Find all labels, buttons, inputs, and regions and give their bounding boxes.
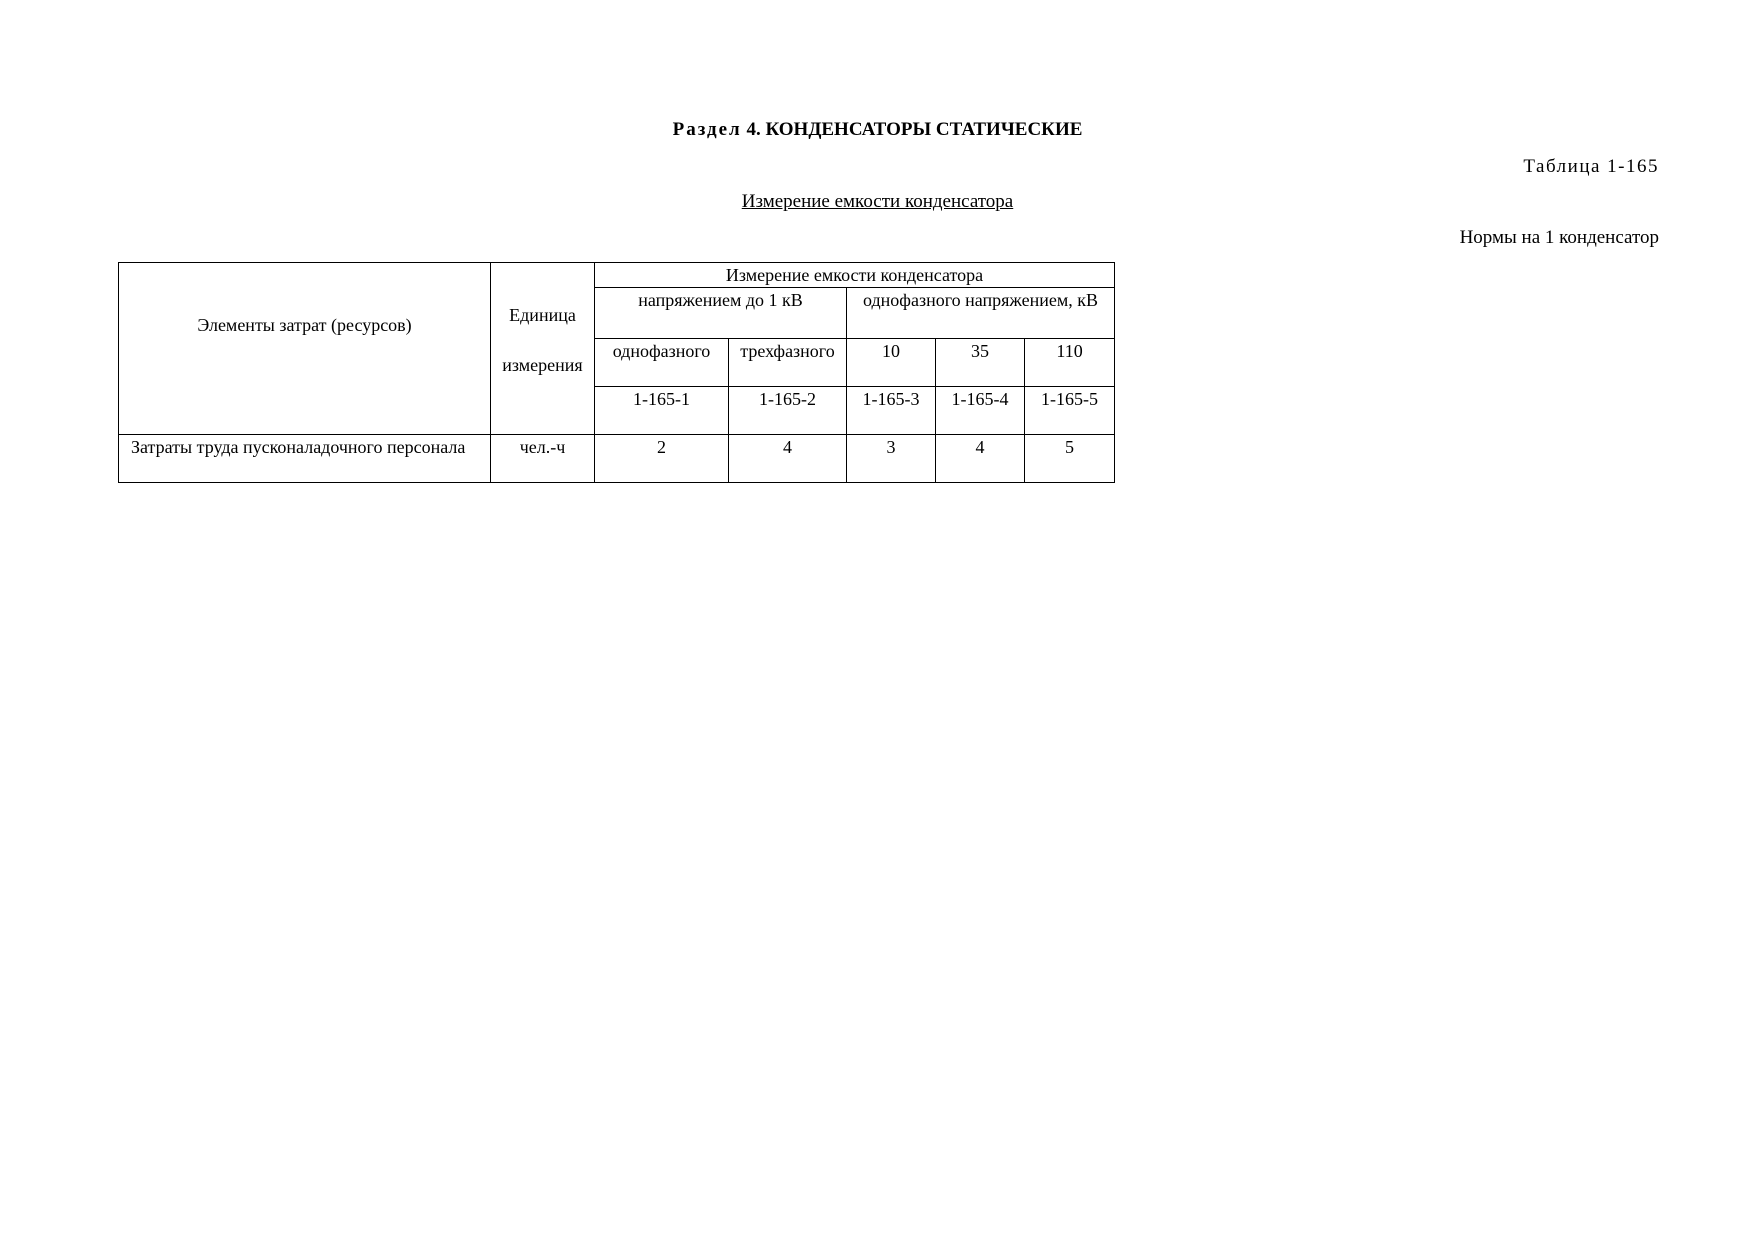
table-row (119, 435, 1115, 483)
row-value: 4 (729, 435, 847, 483)
code-cell: 1-165-1 (595, 387, 729, 435)
code-cell: 1-165-5 (1025, 387, 1115, 435)
table-number: Таблица 1-165 (1523, 156, 1659, 177)
header-group: Измерение емкости конденсатора (595, 263, 1115, 288)
row-value: 4 (936, 435, 1025, 483)
norms-table (118, 262, 1115, 483)
code-cell: 1-165-4 (936, 387, 1025, 435)
section-name: 4. КОНДЕНСАТОРЫ СТАТИЧЕСКИЕ (746, 119, 1083, 140)
row-unit: чел.-ч (491, 435, 595, 483)
norms-note: Нормы на 1 конденсатор (1459, 227, 1659, 248)
row-value: 5 (1025, 435, 1115, 483)
row-value: 2 (595, 435, 729, 483)
header-unit (491, 263, 595, 387)
header-col-10kv: 10 (847, 339, 936, 387)
code-cell: 1-165-2 (729, 387, 847, 435)
header-col-three-phase: трехфазного (729, 339, 847, 387)
row-resource-name: Затраты труда пусконаладочного персонала (119, 435, 491, 483)
header-elements: Элементы затрат (ресурсов) (119, 263, 491, 387)
header-unit-bottom: измерения (502, 354, 583, 375)
header-subgroup-single-phase: однофазного напряжением, кВ (847, 288, 1115, 339)
code-cell: 1-165-3 (847, 387, 936, 435)
header-elements-continued (119, 387, 491, 435)
row-value: 3 (847, 435, 936, 483)
header-subgroup-low-voltage: напряжением до 1 кВ (595, 288, 847, 339)
section-title (0, 118, 1755, 142)
header-unit-top: Единица (509, 304, 576, 325)
header-col-single-phase: однофазного (595, 339, 729, 387)
header-col-110kv: 110 (1025, 339, 1115, 387)
header-unit-continued (491, 387, 595, 435)
header-col-35kv: 35 (936, 339, 1025, 387)
table-caption: Измерение емкости конденсатора (741, 191, 1014, 212)
section-prefix: Раздел (672, 119, 742, 140)
